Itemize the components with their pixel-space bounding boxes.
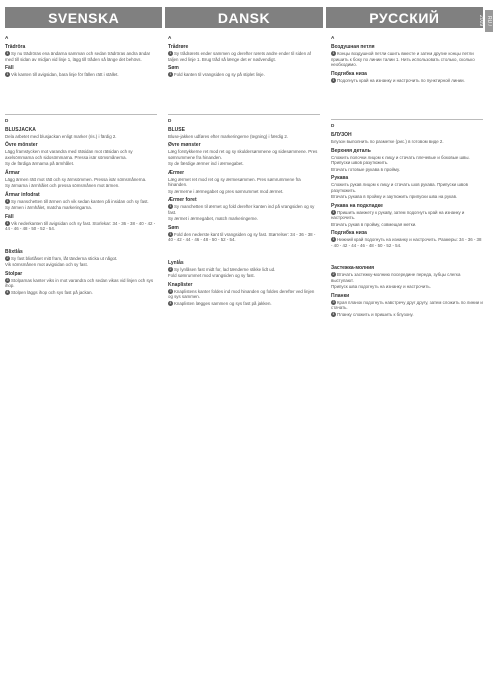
section-heading: Trådrøre [168,44,189,50]
section-text: Vik sömsmånen mot avigsidan och sy fast. [5,262,88,267]
step-number-icon: 4 [6,289,9,294]
step-number-icon: 1 [169,51,172,56]
section-text: Sy ærmerne i ærmegabet og pres sømrummet mod ærmet. [168,188,284,194]
section-letter: A [331,35,335,40]
step-number-icon: 1 [6,198,9,203]
step-number-icon: 3 [169,288,172,293]
section-heading: BLUSE [168,126,185,133]
section-text: Сложить рукав лицом к лицу и стачать шов рукава. Припуски швов разутюжить. [331,182,468,193]
section-text: 1 Vik nederkanten till avigsidan och sy fast. Storlekar: 34 - 36 - 38 - 40 - 42 - 44 - 46 - 48 - 50 - 52 - 54. [5,220,156,231]
section-heading: Ärmar infodrat [5,191,40,198]
section-heading: Blixtlås [5,248,23,255]
section-text: 1 Нижний край подогнуть на изнанку и настрочить. Размеры: 34 - 36 - 38 - 40 - 42 - 44 - 46 - 48 - 50 - 52 - 54. [331,237,482,248]
step-number-icon: 3 [332,299,335,304]
step-number-icon: 1 [332,237,335,242]
divider [331,119,483,120]
section-heading: Рукава на подкладке [331,202,383,209]
header-dansk: DANSK [165,7,322,28]
section-text: 2 Sy fast blixtlåset mitt fram, låt tänderna sticka ut något. [6,255,118,261]
section-text: Sy ärmarna i ärmhålet och pressa sömsmånen mot ärmen. [5,183,120,188]
section-heading: Подгибка низа [331,70,367,77]
section-text: 4 Knaplisten lægges sammen og sys fast på jakken. [169,300,272,306]
section-heading: БЛУЗОН [331,132,352,138]
section-text: Lägg ärmen rätt mot rätt och sy ärmsömmen. Pressa isär sömsmånerna. [5,176,147,182]
section-heading: Stolpar [5,270,23,277]
column-dansk [168,35,320,695]
section-text: Sy de färdiga ärmarna på ärmhålet. [5,161,75,166]
section-text: 4 Stolpen läggs ihop och sys fast på jackan. [6,289,93,295]
section-letter: D [168,117,172,123]
section-text: 3 Края планок подогнуть навстречу друг другу, затем сложить по линии и стачать. [331,299,483,310]
section-heading: Рукава [331,175,349,181]
section-heading: Søm [168,224,179,231]
section-text: Втачать рукав в пройму, совмещая метки. [331,221,417,227]
section-text: 2 Sy lynlåsen fast midt for, lad tænderne stikke lidt ud. [169,266,276,272]
section-text: 1 Концы воздушной петли сшить вместе и затем другие концы петли пришить к боку по линии талии 1. Нить использовать столько, сколько необходимо. [331,51,475,67]
step-number-icon: 1 [332,209,335,214]
section-letter: D [5,117,9,123]
section-text: 1 Vik kanten till avigsidan, bara linje för fällen rätt i stället. [6,72,119,77]
section-text: Втачать готовые рукава в пройму. [331,166,400,172]
divider [5,114,157,115]
section-text: 3 Knaplistens kanter foldes ind mod hinanden og foldes derefter ved linjen og sys sammen. [168,288,315,299]
section-text: Блузон выполнить по разметке (рис.) в готовом виде 2. [331,139,444,144]
section-text: Сложить полочки лицом к лицу и стачать плечевые и боковые швы. Припуски швов разутюжить. [331,154,470,165]
section-text: Læg ærmet ret mod ret og sy ærmesømmen. Pres sømrummene fra hinanden. [168,176,301,187]
section-text: 3 Stolparnas kanter viks in mot varandra och sedan vikas vid linjen och sys ihop. [5,277,154,288]
section-text: 1 Пришить манжету к рукаву, затем подогнуть край на изнанку и настрочить. [331,209,465,220]
step-number-icon: 4 [169,300,172,305]
section-heading: Søm [168,65,179,71]
section-heading: Воздушная петля [331,44,375,50]
section-heading: Ärmar [5,169,20,176]
step-number-icon: 1 [6,220,9,225]
section-heading: Trädröra [5,44,26,50]
section-heading: Подгибка низа [331,230,367,236]
step-number-icon: 1 [332,51,335,56]
section-heading: Lynlås [168,259,184,266]
section-letter: D [331,123,335,128]
header-svenska: SVENSKA [5,7,162,28]
step-number-icon: 1 [169,72,172,77]
column-russian [331,35,483,695]
section-heading: Øvre mønster [168,142,201,148]
step-number-icon: 2 [332,272,335,277]
section-text: 1 Sy nu trädröras ena ändarna samman och sedan trädröras andra ändar med till sidan av midjan vid linje 1, lägg till tråden så länge det behövs. [5,51,151,62]
step-number-icon: 1 [6,51,9,56]
step-number-icon: 4 [332,311,335,316]
section-heading: Верхняя деталь [331,147,371,154]
column-svenska [5,35,157,695]
header-russian: РУССКИЙ [326,7,483,28]
section-text: 1 Подогнуть край на изнанку и настрочить по пунктирной линии. [332,77,465,83]
section-text: Lägg framstycken mot varandra med rätsidan mot rätsidan och sy axelsömmarna och sidosömmarna. Pressa isär sömsmånerna. [5,149,133,160]
language-header-bar [5,7,483,28]
section-letter: A [168,35,172,40]
section-text: Припуск шва подогнуть на изнанку и настрочить. [331,284,431,289]
step-number-icon: 1 [332,77,335,82]
section-text: 1 Fold den nederste kant til vrangsiden og sy fast. Størrelser: 34 - 36 - 38 - 40 - 42 - 44 - 46 - 48 - 50 - 52 - 54. [168,231,316,242]
section-text: Sy de færdige ærmer ind i ærmegabet. [168,161,244,166]
section-text: Læg forstykkerne ret mod ret og sy skuldersømmene og sidesømmene. Pres sømrummene fra hinanden. [168,149,318,160]
section-text: Sy ärmen i ärmhålet, matcha markeringarna. [5,205,92,210]
section-heading: Планки [331,292,350,299]
step-number-icon: 1 [169,231,172,236]
section-heading: Ærmer foret [168,197,197,203]
section-heading: Ærmer [168,169,185,176]
step-number-icon: 2 [169,266,172,271]
section-heading: Застежка-молния [331,265,375,271]
section-heading: Knaplister [168,281,193,288]
divider [168,114,320,115]
section-text: 2 Втачать застежку-молнию посередине переда, зубцы слегка выступают. [331,272,461,283]
section-heading: Fäll [5,213,14,220]
section-text: 1 Sy manchetten til ærmet og fold derefter kanten ind på vrangsiden og sy fast. [168,204,315,215]
step-number-icon: 1 [6,72,9,77]
section-text: 1 Sy manschetten till ärmen och vik sedan kanten på insidan och sy fast. [6,198,149,204]
section-heading: BLUSJACKA [5,126,36,133]
section-heading: Övre mönster [5,142,38,148]
section-text: Втачать рукава в пройму и заутюжить припуски шва на рукав. [331,194,458,199]
section-text: Dela arbetet med blusjackan enligt marker (ris.) i färdig 2. [5,133,117,139]
section-text: Bluse-jakken udføres efter markeringerne (tegning) i færdig 2. [168,133,289,139]
section-letter: A [5,35,9,40]
section-text: Fold sømrummet mod vrangsiden og sy fast. [168,273,255,278]
step-number-icon: 3 [6,277,9,282]
section-heading: Fäll [5,65,14,71]
step-number-icon: 1 [169,204,172,209]
section-text: 1 Fold kanten til vrangsiden og sy på stiplet linje. [169,72,265,77]
step-number-icon: 2 [6,255,9,260]
section-text: 1 Sy trådrørets ender sammen og derefter rørets andre ender til siden af taljen ved linje 1. Brug tråd så længe det er nødvendigt. [168,51,311,62]
section-text: Sy ærmet i ærmegabet, match markeringerne. [168,216,259,221]
section-text: 4 Планку сложить и пришить к блузону. [332,311,414,317]
side-tab: RU / 2009 [485,10,493,32]
